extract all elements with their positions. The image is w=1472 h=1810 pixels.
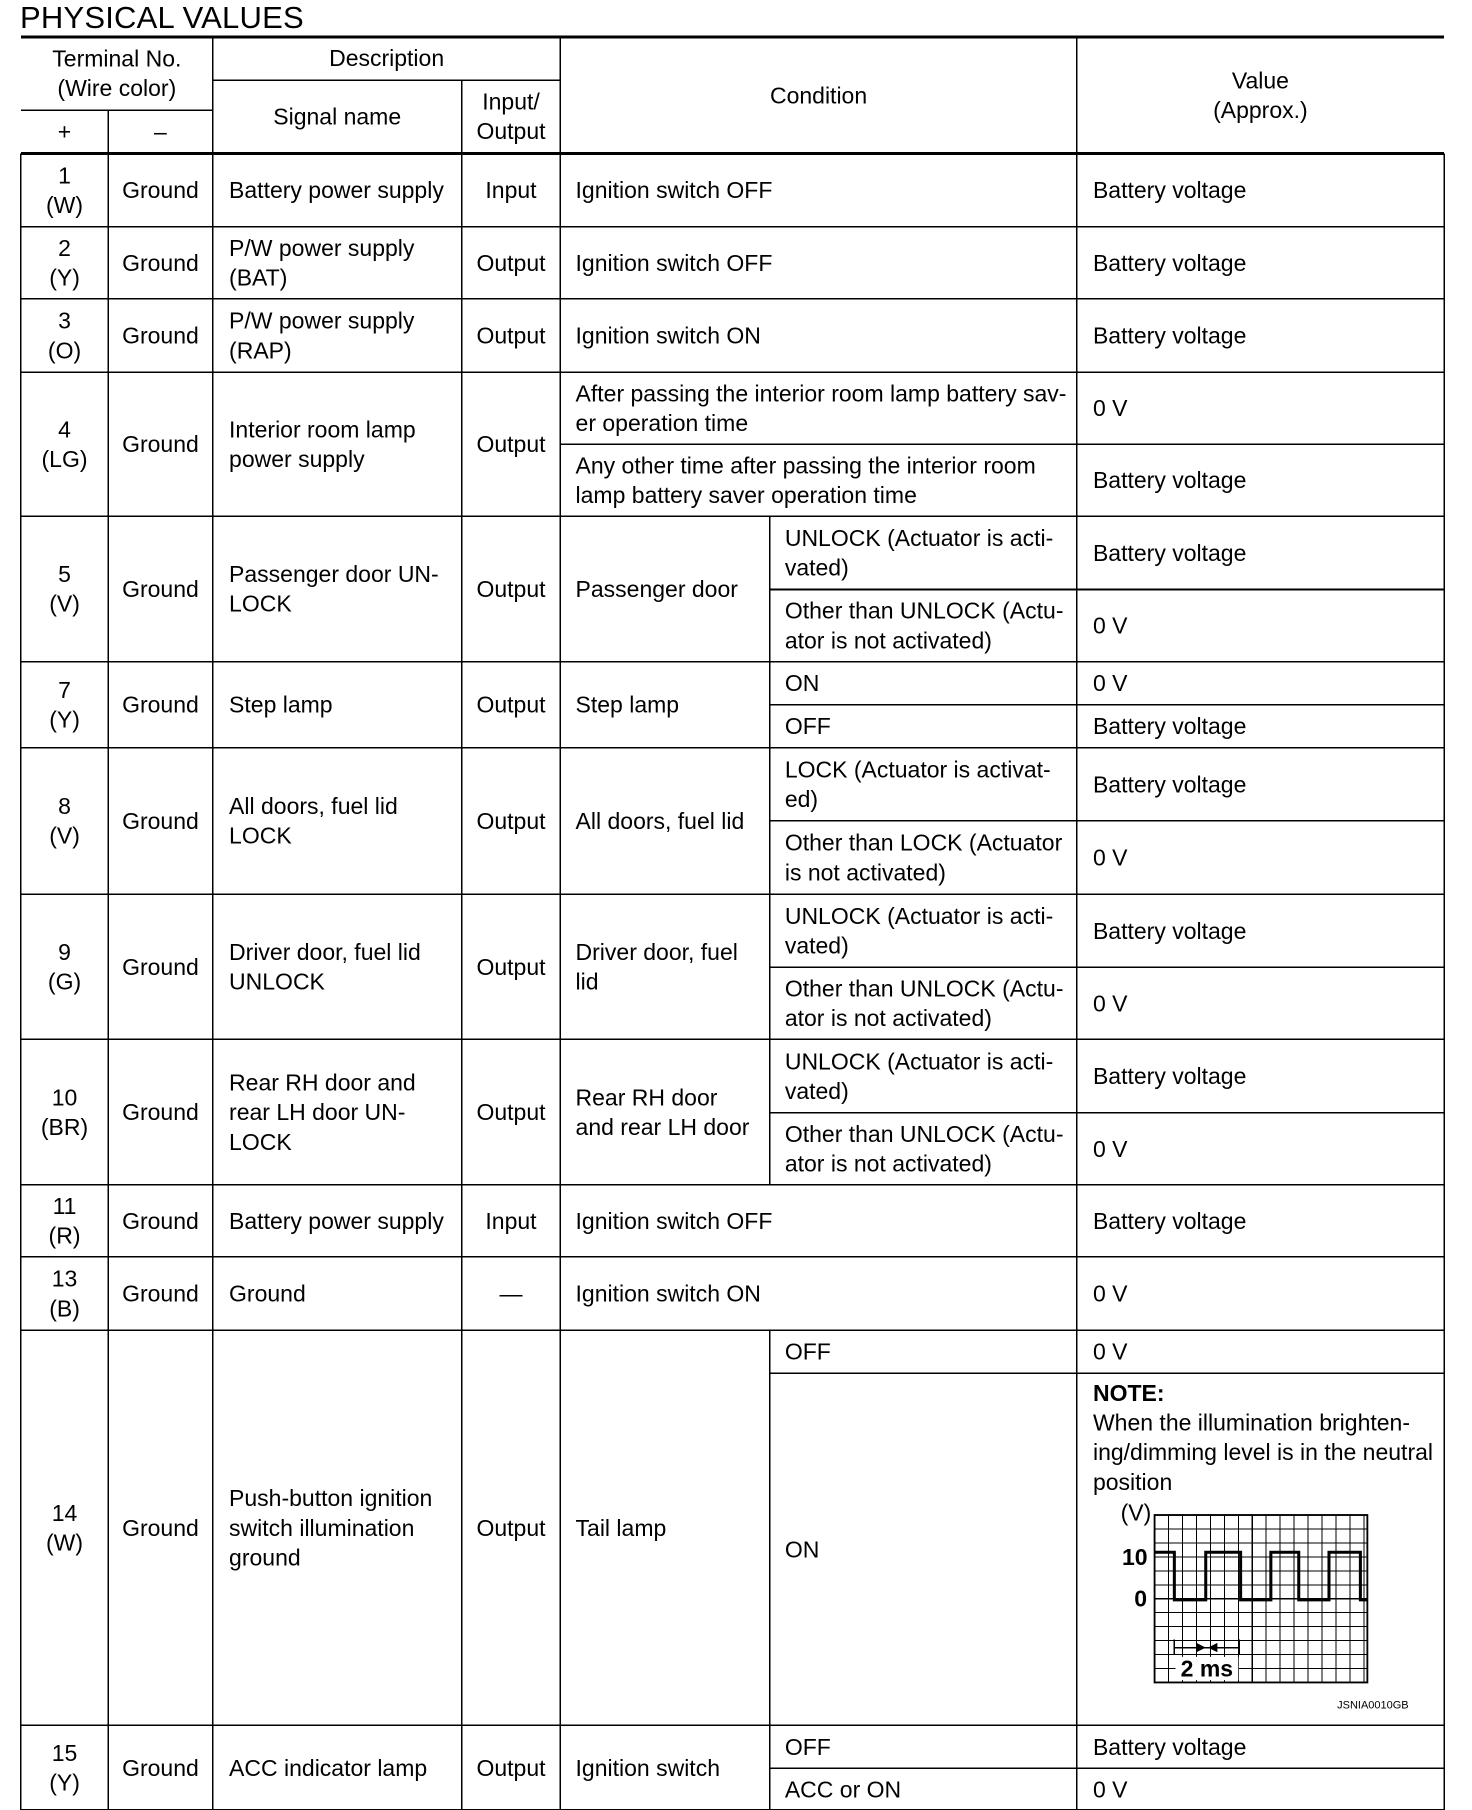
- condition-text: ON: [784, 670, 820, 697]
- time-scale-arrow: [1196, 1643, 1205, 1652]
- condition-text: vated): [784, 554, 849, 581]
- condition-text: Ignition switch ON: [575, 322, 761, 349]
- input-output: Output: [476, 249, 546, 276]
- condition-group: lid: [575, 968, 599, 995]
- condition-text: Ignition switch OFF: [575, 249, 773, 276]
- ground-terminal: Ground: [122, 1514, 199, 1541]
- signal-name: LOCK: [229, 1128, 292, 1155]
- terminal-number: (B): [49, 1295, 80, 1322]
- input-output-header: Output: [476, 118, 546, 145]
- terminal-number: 14: [51, 1499, 78, 1526]
- signal-name: (RAP): [229, 337, 292, 364]
- terminal-number: 5: [58, 561, 71, 588]
- condition-text: ator is not activated): [784, 1005, 992, 1032]
- terminal-number: (Y): [49, 1769, 80, 1796]
- input-output: —: [499, 1280, 523, 1307]
- signal-name-header: Signal name: [273, 103, 402, 130]
- input-output: Input: [485, 177, 537, 204]
- terminal-number: (V): [49, 590, 80, 617]
- signal-name: LOCK: [229, 590, 292, 617]
- ground-terminal: Ground: [122, 1099, 199, 1126]
- signal-name: Rear RH door and: [229, 1069, 416, 1096]
- condition-text: er operation time: [575, 409, 749, 436]
- signal-name: switch illumination: [229, 1514, 415, 1541]
- condition-text: ator is not activated): [784, 1150, 992, 1177]
- condition-group: Driver door, fuel: [575, 938, 738, 965]
- time-scale-arrow: [1208, 1643, 1217, 1652]
- condition-text: vated): [784, 1077, 849, 1104]
- condition-header: Condition: [769, 82, 868, 109]
- condition-text: Other than LOCK (Actuator: [784, 829, 1063, 856]
- signal-name: Passenger door UN-: [229, 561, 439, 588]
- signal-name: Ground: [229, 1280, 306, 1307]
- value-text: Battery voltage: [1092, 177, 1247, 204]
- condition-text: vated): [784, 932, 849, 959]
- value-text: 0 V: [1092, 1338, 1128, 1365]
- value-text: Battery voltage: [1092, 1733, 1247, 1760]
- input-output: Output: [476, 575, 546, 602]
- signal-name: LOCK: [229, 822, 292, 849]
- condition-text: Any other time after passing the interior room: [575, 452, 1036, 479]
- value-header: (Approx.): [1213, 97, 1308, 124]
- waveform-y-unit: (V): [1120, 1499, 1152, 1526]
- value-header: Value: [1231, 67, 1289, 94]
- signal-name: P/W power supply: [229, 307, 415, 334]
- value-text: 0 V: [1092, 990, 1128, 1017]
- waveform-tick-label: 10: [1122, 1543, 1148, 1570]
- condition-text: UNLOCK (Actuator is acti-: [784, 902, 1054, 929]
- input-output: Output: [476, 322, 546, 349]
- ground-terminal: Ground: [122, 807, 199, 834]
- condition-text: Other than UNLOCK (Actu-: [784, 975, 1064, 1002]
- waveform-tick-label: 0: [1134, 1585, 1148, 1612]
- input-output: Output: [476, 1754, 546, 1781]
- terminal-number: (BR): [40, 1113, 89, 1140]
- value-text: When the illumination brighten-: [1092, 1409, 1411, 1436]
- terminal-number: (W): [46, 191, 84, 218]
- condition-text: ACC or ON: [784, 1776, 902, 1803]
- value-text: 0 V: [1092, 844, 1128, 871]
- terminal-number: 10: [51, 1084, 78, 1111]
- value-text: Battery voltage: [1092, 467, 1247, 494]
- signal-name: Push-button ignition: [229, 1485, 433, 1512]
- condition-text: UNLOCK (Actuator is acti-: [784, 525, 1054, 552]
- ground-terminal: Ground: [122, 575, 199, 602]
- signal-name: All doors, fuel lid: [229, 793, 398, 820]
- value-text: position: [1092, 1468, 1173, 1495]
- note-label: NOTE:: [1092, 1379, 1165, 1406]
- condition-text: Ignition switch OFF: [575, 1207, 773, 1234]
- ground-terminal: Ground: [122, 249, 199, 276]
- condition-group: and rear LH door: [575, 1113, 750, 1140]
- ground-terminal: Ground: [122, 1207, 199, 1234]
- terminal-number: (W): [46, 1529, 84, 1556]
- ground-terminal: Ground: [122, 322, 199, 349]
- terminal-number: (Y): [49, 706, 80, 733]
- terminal-number: (O): [47, 337, 82, 364]
- terminal-number: 15: [51, 1740, 78, 1767]
- minus-header: –: [154, 118, 167, 145]
- value-text: 0 V: [1092, 1135, 1128, 1162]
- signal-name: UNLOCK: [229, 968, 325, 995]
- terminal-number: (R): [48, 1222, 81, 1249]
- signal-name: (BAT): [229, 264, 288, 291]
- signal-name: rear LH door UN-: [229, 1099, 406, 1126]
- terminal-number: 4: [58, 416, 71, 443]
- condition-text: ON: [784, 1536, 820, 1563]
- ground-terminal: Ground: [122, 691, 199, 718]
- terminal-number: (G): [47, 968, 82, 995]
- value-text: 0 V: [1092, 670, 1128, 697]
- terminal-number: (V): [49, 822, 80, 849]
- value-text: 0 V: [1092, 395, 1128, 422]
- terminal-number: 11: [52, 1193, 77, 1220]
- input-output: Output: [476, 953, 546, 980]
- condition-text: is not activated): [784, 859, 946, 886]
- page-title: PHYSICAL VALUES: [20, 0, 304, 35]
- terminal-number: 9: [58, 938, 71, 965]
- condition-text: OFF: [784, 1338, 831, 1365]
- condition-group: Ignition switch: [575, 1754, 721, 1781]
- ground-terminal: Ground: [122, 1754, 199, 1781]
- condition-text: Ignition switch ON: [575, 1280, 761, 1307]
- time-scale-label: 2 ms: [1180, 1655, 1234, 1682]
- terminal-number: 2: [58, 234, 71, 261]
- value-text: 0 V: [1092, 1776, 1128, 1803]
- terminal-header: Terminal No.: [52, 45, 182, 72]
- ground-terminal: Ground: [122, 953, 199, 980]
- condition-group: Passenger door: [575, 575, 738, 602]
- terminal-number: (Y): [49, 264, 80, 291]
- value-text: Battery voltage: [1092, 1207, 1247, 1234]
- condition-text: Other than UNLOCK (Actu-: [784, 1120, 1064, 1147]
- input-output: Output: [476, 807, 546, 834]
- ground-terminal: Ground: [122, 1280, 199, 1307]
- terminal-number: 8: [58, 793, 71, 820]
- terminal-number: 7: [58, 676, 71, 703]
- value-text: Battery voltage: [1092, 917, 1247, 944]
- condition-text: lamp battery saver operation time: [575, 482, 917, 509]
- input-output: Output: [476, 1514, 546, 1541]
- value-text: ing/dimming level is in the neutral: [1092, 1439, 1434, 1466]
- input-output: Output: [476, 691, 546, 718]
- signal-name: Battery power supply: [229, 1207, 444, 1234]
- description-header: Description: [329, 45, 445, 72]
- condition-text: Other than UNLOCK (Actu-: [784, 597, 1064, 624]
- condition-text: ed): [784, 786, 819, 813]
- signal-name: ACC indicator lamp: [229, 1754, 428, 1781]
- condition-text: ator is not activated): [784, 627, 992, 654]
- plus-header: +: [57, 118, 72, 145]
- value-text: Battery voltage: [1092, 771, 1247, 798]
- signal-name: Interior room lamp: [229, 416, 416, 443]
- ground-terminal: Ground: [122, 431, 199, 458]
- figure-id: JSNIA0010GB: [1337, 1699, 1409, 1712]
- ground-terminal: Ground: [122, 177, 199, 204]
- condition-group: Rear RH door: [575, 1084, 718, 1111]
- input-output: Output: [476, 1099, 546, 1126]
- signal-name: P/W power supply: [229, 234, 415, 261]
- condition-text: Ignition switch OFF: [575, 177, 773, 204]
- terminal-number: 3: [58, 307, 71, 334]
- condition-text: OFF: [784, 713, 831, 740]
- value-text: Battery voltage: [1092, 1063, 1247, 1090]
- terminal-number: 1: [58, 162, 71, 189]
- condition-text: LOCK (Actuator is activat-: [784, 756, 1051, 783]
- condition-group: Tail lamp: [575, 1514, 667, 1541]
- condition-group: All doors, fuel lid: [575, 807, 745, 834]
- value-text: Battery voltage: [1092, 249, 1247, 276]
- input-output: Output: [476, 431, 546, 458]
- condition-group: Step lamp: [575, 691, 680, 718]
- terminal-number: 13: [51, 1265, 78, 1292]
- value-text: Battery voltage: [1092, 322, 1247, 349]
- condition-text: After passing the interior room lamp battery sav-: [575, 380, 1067, 407]
- signal-name: Battery power supply: [229, 177, 444, 204]
- terminal-number: (LG): [41, 445, 88, 472]
- signal-name: Step lamp: [229, 691, 333, 718]
- value-text: Battery voltage: [1092, 713, 1247, 740]
- value-text: 0 V: [1092, 612, 1128, 639]
- signal-name: Driver door, fuel lid: [229, 938, 421, 965]
- signal-name: ground: [229, 1544, 301, 1571]
- signal-name: power supply: [229, 445, 365, 472]
- condition-text: OFF: [784, 1733, 831, 1760]
- input-output: Input: [485, 1207, 537, 1234]
- input-output-header: Input/: [482, 88, 540, 115]
- value-text: 0 V: [1092, 1280, 1128, 1307]
- condition-text: UNLOCK (Actuator is acti-: [784, 1048, 1054, 1075]
- value-text: Battery voltage: [1092, 539, 1247, 566]
- terminal-header: (Wire color): [57, 75, 177, 102]
